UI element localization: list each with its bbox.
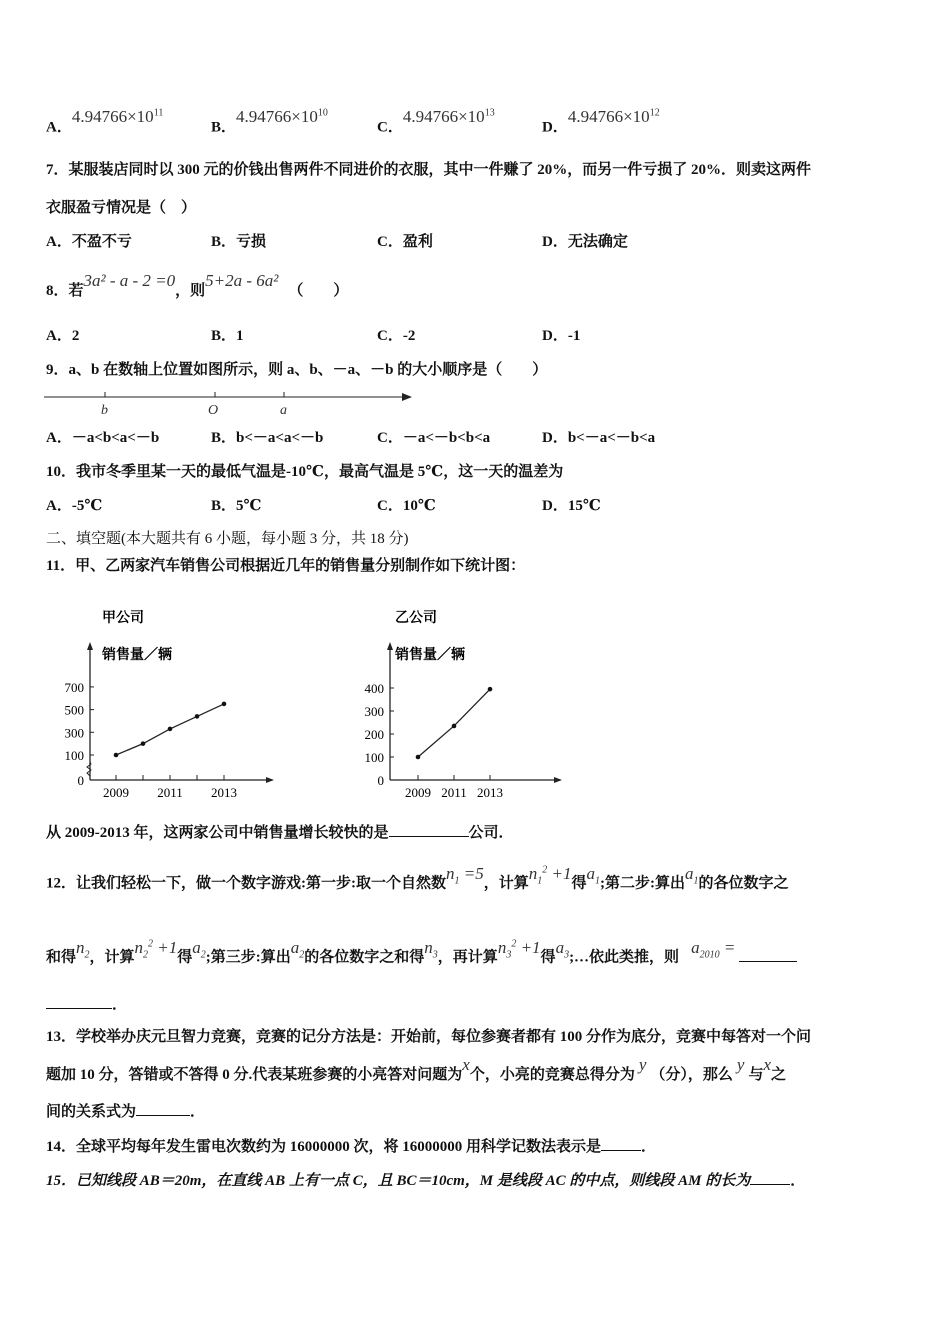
q10-option-d: D．15℃ [542,498,601,514]
q11-answer-prefix: 从 2009-2013 年，这两家公司中销售量增长较快的是 [46,825,389,841]
x-axis-arrow-icon [554,777,562,783]
math-a1: $a_1$ [586,863,600,887]
chart-jia-company [40,600,300,810]
q9-option-d: D．b<－a<－b<a [542,430,656,446]
option-letter: B． [211,119,237,136]
q8-prefix: 8．若 [46,283,84,299]
x-tick-label: 2009 [103,785,129,800]
chart-ylabel: 销售量／辆 [395,648,465,663]
q11-answer-blank[interactable] [389,822,469,837]
math-a2: $a_2$ [290,937,305,961]
text: 12．让我们轻松一下，做一个数字游戏:第一步:取一个自然数 [46,875,446,892]
q8-suffix: （ ） [288,283,349,299]
text: 得 [571,875,587,892]
text: 间的关系式为 [46,1104,137,1120]
y-axis-arrow-icon [87,642,93,650]
option-letter: D． [542,119,568,136]
chart-title: 甲公司 [102,611,144,626]
y-tick-label: 700 [64,679,84,695]
text: 15．已知线段 AB＝20m，在直线 AB 上有一点 C，且 BC＝10cm，M 是线段 AC 的中点，则线段 AM 的长为 [46,1173,751,1189]
q6-option-b [211,106,328,138]
q7-stem-line2: 衣服盈亏情况是（ ） [46,200,197,216]
data-point [168,727,173,732]
y-tick-label: 400 [364,681,384,696]
math-a2: $a_2$ [192,937,206,961]
q10-option-c: C．10℃ [377,498,436,514]
q10-stem: 10．我市冬季里某一天的最低气温是-10℃，最高气温是 5℃，这一天的温差为 [46,464,564,480]
text: ． [790,1173,806,1189]
q11-answer-suffix: 公司． [468,825,514,841]
label-b: b [101,403,108,418]
text: ;第二步:算出 [600,875,685,892]
y-tick-label: 0 [77,773,84,788]
label-a: a [280,403,287,418]
math-y: y [736,1055,745,1074]
data-point [452,724,457,729]
option-letter: C． [377,119,403,136]
math-n3: $n_3$ [424,937,438,961]
text: ，计算 [483,875,529,892]
text: 与 [748,1067,764,1083]
q7-option-a: A．不盈不亏 [46,234,132,250]
q12-line2 [46,937,797,974]
q15-answer-blank[interactable] [750,1170,790,1185]
data-point [141,741,146,746]
q15-stem [46,1170,805,1191]
y-tick-label: 300 [64,725,84,741]
q8-expression-math: 5+2a - 6a² [205,271,279,290]
x-tick-label: 2013 [211,785,237,800]
q11-answer-line [46,822,514,843]
math-n2: $n_2$ [76,937,90,961]
q7-option-d: D．无法确定 [542,234,628,250]
q6-option-d [542,106,660,138]
y-tick-label: 100 [364,750,384,765]
math-y: y [638,1055,647,1074]
option-math: $4.94766\times 10^{13}$ [402,106,495,126]
math-n1-eq-5: $n_1 =5$ [446,863,484,887]
chart-title: 乙公司 [395,611,437,626]
y-tick-label: 500 [64,702,84,718]
q9-option-c: C．－a<－b<b<a [377,430,491,446]
q8-stem [46,271,349,301]
q11-stem: 11．甲、乙两家汽车销售公司根据近几年的销售量分别制作如下统计图： [46,558,526,574]
text: 题加 10 分，答错或不答得 0 分.代表某班参赛的小亮答对问题为 [46,1067,463,1083]
x-tick-label: 2009 [405,785,431,800]
option-letter: A． [46,119,72,136]
q12-answer-blank-cont[interactable] [46,994,112,1009]
y-tick-label: 100 [64,748,84,763]
q6-option-a [46,106,164,138]
x-tick-label: 2013 [477,785,503,800]
number-line-arrow-icon [402,393,412,401]
q8-option-d: D．-1 [542,328,581,344]
q12-answer-blank[interactable] [739,947,797,962]
section-heading: 二、填空题(本大题共有 6 小题，每小题 3 分，共 18 分) [46,531,409,547]
text: 得 [177,949,193,966]
option-math: $4.94766\times 10^{10}$ [236,106,328,126]
math-a1: $a_1$ [685,863,699,887]
data-point [222,702,227,707]
text: 14．全球平均每年发生雷电次数约为 16000000 次，将 16000000 用科学记数法表示是 [46,1139,602,1155]
math-a2010-eq: $a_{2010}$ = [691,937,736,961]
text: ;第三步:算出 [205,949,291,966]
q9-stem: 9．a、b 在数轴上位置如图所示，则 a、b、－a、－b 的大小顺序是（ ） [46,362,548,378]
y-axis-arrow-icon [387,642,393,650]
text: 和得 [46,949,77,966]
text: ． [641,1139,657,1155]
q10-option-b: B．5℃ [211,498,262,514]
q6-option-c [377,106,495,138]
number-line [44,388,416,420]
text: ． [190,1104,206,1120]
q13-answer-blank[interactable] [136,1101,190,1116]
y-tick-label: 0 [377,773,384,788]
q9-option-b: B．b<－a<a<－b [211,430,324,446]
q8-mid: ，则 [175,283,206,299]
option-math: $4.94766\times 10^{12}$ [567,106,660,126]
text: ． [112,997,128,1013]
q13-line1: 13．学校举办庆元旦智力竞赛，竞赛的记分方法是：开始前，每位参赛者都有 100 分作为底分，竞赛中每答对一个问 [46,1029,812,1045]
q9-option-a: A．－a<b<a<－b [46,430,160,446]
q8-condition-math: 3a² - a - 2 =0 [83,271,176,290]
y-tick-label: 200 [364,727,384,742]
q10-option-a: A．-5℃ [46,498,103,514]
q8-option-a: A．2 [46,328,80,344]
text: （分），那么 [650,1067,733,1083]
text: ，计算 [89,949,135,966]
x-axis-arrow-icon [266,777,274,783]
data-point [195,714,200,719]
data-point [488,687,493,692]
q14-stem [46,1136,656,1157]
q14-answer-blank[interactable] [601,1136,641,1151]
math-a3: $a_3$ [555,937,570,961]
math-x: x [462,1055,470,1074]
text: 得 [540,949,556,966]
q7-option-b: B．亏损 [211,234,267,250]
math-n1-sq-plus-1: $n_1^2 +1$ [528,863,572,887]
text: 个，小亮的竞赛总得分为 [469,1067,635,1083]
q12-line1 [46,863,789,900]
q8-option-c: C．-2 [377,328,416,344]
q7-option-c: C．盈利 [377,234,433,250]
q13-line3 [46,1101,205,1122]
text: 的各位数字之 [698,875,789,892]
data-point [416,755,421,760]
math-n3-sq-plus-1: $n_3^2 +1$ [497,937,541,961]
text: 之 [771,1067,787,1083]
q8-option-b: B．1 [211,328,244,344]
y-tick-label: 300 [364,704,384,719]
text: ，再计算 [437,949,498,966]
x-tick-label: 2011 [441,785,467,800]
math-x: x [763,1055,771,1074]
text: ;…依此类推，则 [569,949,680,966]
math-n2-sq-plus-1: $n_2^2 +1$ [134,937,178,961]
x-tick-label: 2011 [157,785,183,800]
data-point [114,753,119,758]
chart-yi-company [340,600,580,810]
chart-ylabel: 销售量／辆 [102,648,172,663]
option-math: $4.94766\times 10^{11}$ [71,106,164,126]
q7-stem-line1: 7．某服装店同时以 300 元的价钱出售两件不同进价的衣服，其中一件赚了 20%，而另一件亏损了 20%．则卖这两件 [46,162,812,178]
series-line [418,689,490,757]
q13-line2 [46,1055,787,1085]
label-o: O [208,403,219,418]
text: 的各位数字之和得 [304,949,425,966]
q12-line3 [46,994,127,1015]
